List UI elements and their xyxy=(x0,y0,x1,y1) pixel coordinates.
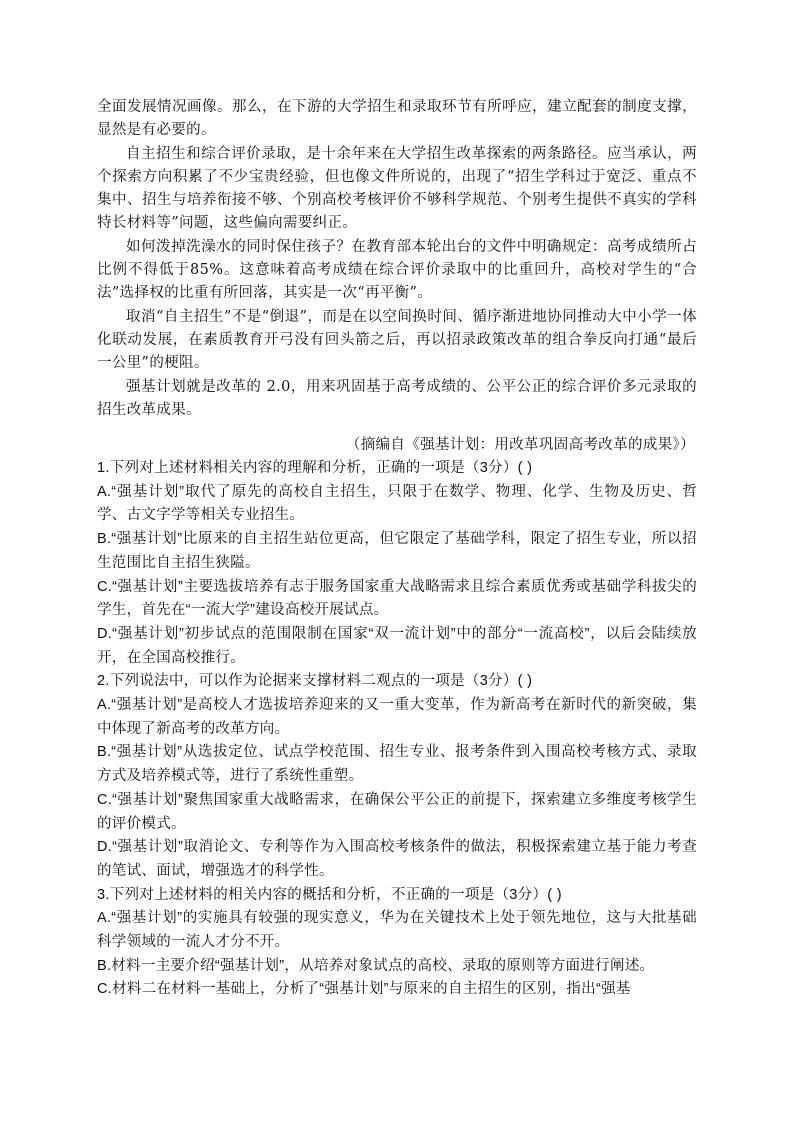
passage-paragraph-4: 取消“自主招生”不是“倒退”，而是在以空间换时间、循序渐进地协同推动大中小学一体化联动发展，在素质教育开弓没有回头箭之后，再以招录政策改革的组合拳反向打通“最后一公里”的梗阻。 xyxy=(97,308,697,372)
question-1-option-b: B.“强基计划”比原来的自主招生站位更高，但它限定了基础学科，限定了招生专业，所以招生范围比自主招生狭隘。 xyxy=(97,531,697,571)
question-1-stem: 1.下列对上述材料相关内容的理解和分析，正确的一项是（3分）( ) xyxy=(97,460,533,476)
questions xyxy=(97,457,697,1002)
question-2-option-b: B.“强基计划”从选拔定位、试点学校范围、招生专业、报考条件到入围高校考核方式、录取方式及培养模式等，进行了系统性重塑。 xyxy=(97,744,697,785)
question-1-option-c: C.“强基计划”主要选拔培养有志于服务国家重大战略需求且综合素质优秀或基础学科拔尖的学生，首先在“一流大学”建设高校开展试点。 xyxy=(97,578,697,619)
source-citation: （摘编自《强基计划：用改革巩固高考改革的成果》） xyxy=(345,437,695,453)
question-2-option-a: A.“强基计划”是高校人才选拔培养迎来的又一重大变革，作为新高考在新时代的新突破，集中体现了新高考的改革方向。 xyxy=(97,697,697,737)
passage-paragraph-5: 强基计划就是改革的 2.0，用来巩固基于高考成绩的、公平公正的综合评价多元录取的招生改革成果。 xyxy=(97,378,697,418)
question-2-option-d: D.“强基计划”取消论文、专利等作为入围高校考核条件的做法，积极探索建立基于能力考查的笔试、面试，增强选才的科学性。 xyxy=(97,839,697,879)
passage xyxy=(97,96,697,422)
question-2-stem: 2.下列说法中，可以作为论据来支撑材料二观点的一项是（3分）( ) xyxy=(97,673,533,690)
question-3 xyxy=(97,884,697,1003)
question-3-option-b: B.材料一主要介绍“强基计划”，从培养对象试点的高校、录取的原则等方面进行阐述。 xyxy=(97,957,655,974)
passage-paragraph-3: 如何泼掉洗澡水的同时保住孩子？在教育部本轮出台的文件中明确规定：高考成绩所占比例不得低于85%。这意味着高考成绩在综合评价录取中的比重回升，高校对学生的“合法”选择权的比重有所回落，其实是一次“再平衡”。 xyxy=(97,238,697,302)
passage-paragraph-2: 自主招生和综合评价录取，是十余年来在大学招生改革探索的两条路径。应当承认，两个探索方向积累了不少宝贵经验，但也像文件所说的，出现了“招生学科过于宽泛、重点不集中、招生与培养衔接不够、个别高校考核评价不够科学规范、个别考生提供不真实的学科特长材料等”问题，这些偏向需要纠正。 xyxy=(97,145,697,232)
question-1-option-d: D.“强基计划”初步试点的范围限制在国家“双一流计划”中的部分“一流高校”，以后会陆续放开，在全国高校推行。 xyxy=(97,625,697,666)
question-2 xyxy=(97,670,697,883)
question-1-option-a: A.“强基计划”取代了原先的高校自主招生，只限于在数学、物理、化学、生物及历史、哲学、古文字学等相关专业招生。 xyxy=(97,483,697,524)
question-2-option-c: C.“强基计划”聚焦国家重大战略需求，在确保公平公正的前提下，探索建立多维度考核学生的评价模式。 xyxy=(97,791,697,832)
question-3-option-a: A.“强基计划”的实施具有较强的现实意义，华为在关键技术上处于领先地位，这与大批基础科学领域的一流人才分不开。 xyxy=(97,910,697,951)
passage-paragraph-1: 全面发展情况画像。那么，在下游的大学招生和录取环节有所呼应，建立配套的制度支撑，显然是有必要的。 xyxy=(97,99,697,139)
question-1 xyxy=(97,457,697,670)
question-3-option-c: C.材料二在材料一基础上，分析了“强基计划”与原来的自主招生的区别，指出“强基 xyxy=(97,981,631,998)
question-3-stem: 3.下列对上述材料的相关内容的概括和分析，不正确的一项是（3分）( ) xyxy=(97,886,562,903)
